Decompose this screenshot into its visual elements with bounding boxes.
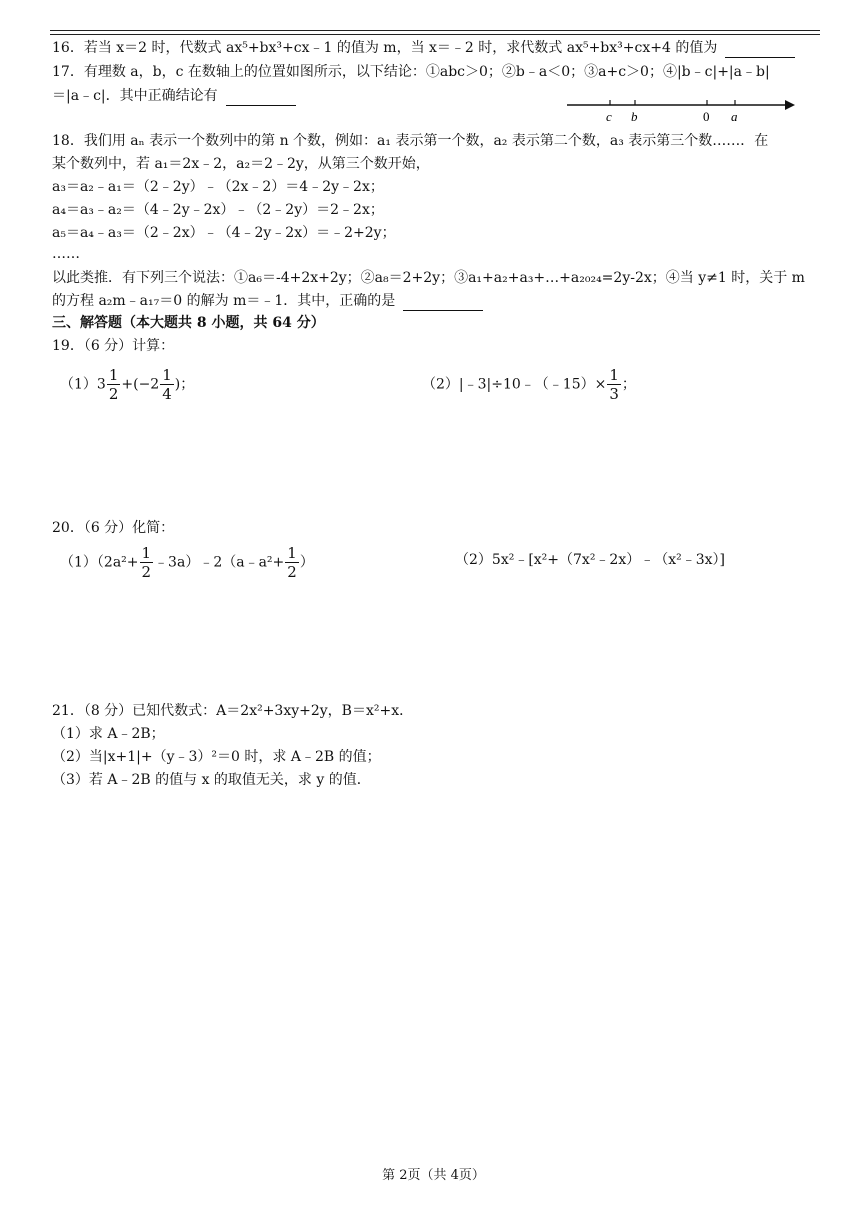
label-a: a	[731, 109, 738, 124]
question-18-line4: a₄＝a₃﹣a₂＝（4﹣2y﹣2x）﹣（2﹣2y）＝2﹣2x；	[52, 202, 384, 218]
question-17-line1: 17．有理数 a，b，c 在数轴上的位置如图所示，以下结论：①abc＞0；②b﹣a＜0；③a+c＞0；④|b﹣c|+|a﹣b|	[52, 64, 770, 80]
header-rule	[50, 30, 820, 35]
label-zero: 0	[703, 109, 710, 124]
question-18-line8-text: 的方程 a₂m﹣a₁₇＝0 的解为 m＝﹣1．其中，正确的是	[52, 293, 396, 309]
question-19-part1	[60, 366, 194, 403]
label-c: c	[606, 109, 612, 124]
q20-p1-suffix: ）	[299, 554, 314, 571]
question-17-line2-text: ＝|a﹣c|．其中正确结论有	[52, 88, 218, 104]
question-18-line1: 18．我们用 aₙ 表示一个数列中的第 n 个数，例如：a₁ 表示第一个数，a₂ 表示第二个数，a₃ 表示第三个数……．在	[52, 133, 769, 149]
question-21-title: 21．（8 分）已知代数式：A＝2x²+3xy+2y，B＝x²+x．	[52, 703, 414, 719]
question-18-line6: ……	[52, 246, 80, 262]
question-16-text: 16．若当 x＝2 时，代数式 ax⁵+bx³+cx﹣1 的值为 m，当 x＝﹣2 时，求代数式 ax⁵+bx³+cx+4 的值为	[52, 40, 718, 56]
question-18-line7: 以此类推．有下列三个说法：①a₆＝-4+2x+2y；②a₈＝2+2y；③a₁+a₂+a₃+…+a₂₀₂₄=2y-2x；④当 y≠1 时，关于 m	[52, 270, 805, 286]
q19-p1-suffix: )；	[174, 376, 195, 393]
page-footer: 第 2页（共 4页）	[382, 1168, 485, 1183]
q19-p1-mid: +(−2	[121, 376, 160, 393]
fraction-one-quarter: $\frac{1}{4}$	[162, 366, 172, 403]
answer-blank-17[interactable]	[226, 91, 296, 106]
question-20-part2: （2）5x²﹣[x²+（7x²﹣2x）﹣（x²﹣3x）]	[455, 552, 726, 568]
fraction-one-half-b: $\frac{1}{2}$	[287, 544, 297, 581]
q20-p1-prefix: （1）（2a²+	[60, 554, 139, 571]
arrow-head-icon	[785, 100, 795, 110]
question-20-part1	[60, 544, 314, 581]
question-18-line8	[52, 291, 483, 311]
question-18-line3: a₃＝a₂﹣a₁＝（2﹣2y）﹣（2x﹣2）＝4﹣2y﹣2x；	[52, 179, 384, 195]
question-17-line2	[52, 86, 296, 106]
number-line-figure	[565, 95, 795, 127]
question-19-part2	[422, 366, 636, 403]
question-19-title: 19．（6 分）计算：	[52, 338, 175, 354]
q19-p1-prefix: （1）3	[60, 376, 106, 393]
question-21-part2: （2）当|x+1|+（y﹣3）²＝0 时，求 A﹣2B 的值；	[52, 749, 381, 765]
section-3-title: 三、解答题（本大题共 8 小题，共 64 分）	[52, 315, 325, 331]
question-18-line2: 某个数列中，若 a₁＝2x﹣2，a₂＝2﹣2y，从第三个数开始，	[52, 156, 430, 172]
fraction-one-half-a: $\frac{1}{2}$	[141, 544, 152, 581]
q19-p2-prefix: （2）|﹣3|÷10﹣（﹣15）×	[422, 376, 607, 393]
question-18-line5: a₅＝a₄﹣a₃＝（2﹣2x）﹣（4﹣2y﹣2x）＝﹣2+2y；	[52, 225, 396, 241]
question-21-part3: （3）若 A﹣2B 的值与 x 的取值无关，求 y 的值．	[52, 772, 371, 788]
question-16	[52, 38, 795, 58]
label-b: b	[631, 109, 638, 124]
answer-blank-16[interactable]	[725, 43, 795, 58]
question-21-part1: （1）求 A﹣2B；	[52, 726, 165, 742]
q19-p2-suffix: ；	[621, 376, 636, 393]
fraction-one-third: $\frac{1}{3}$	[609, 366, 619, 403]
q20-p1-mid: ﹣3a）﹣2（a﹣a²+	[154, 554, 285, 571]
question-20-title: 20．（6 分）化简：	[52, 520, 175, 536]
answer-blank-18[interactable]	[403, 296, 483, 311]
fraction-one-half: $\frac{1}{2}$	[108, 366, 119, 403]
